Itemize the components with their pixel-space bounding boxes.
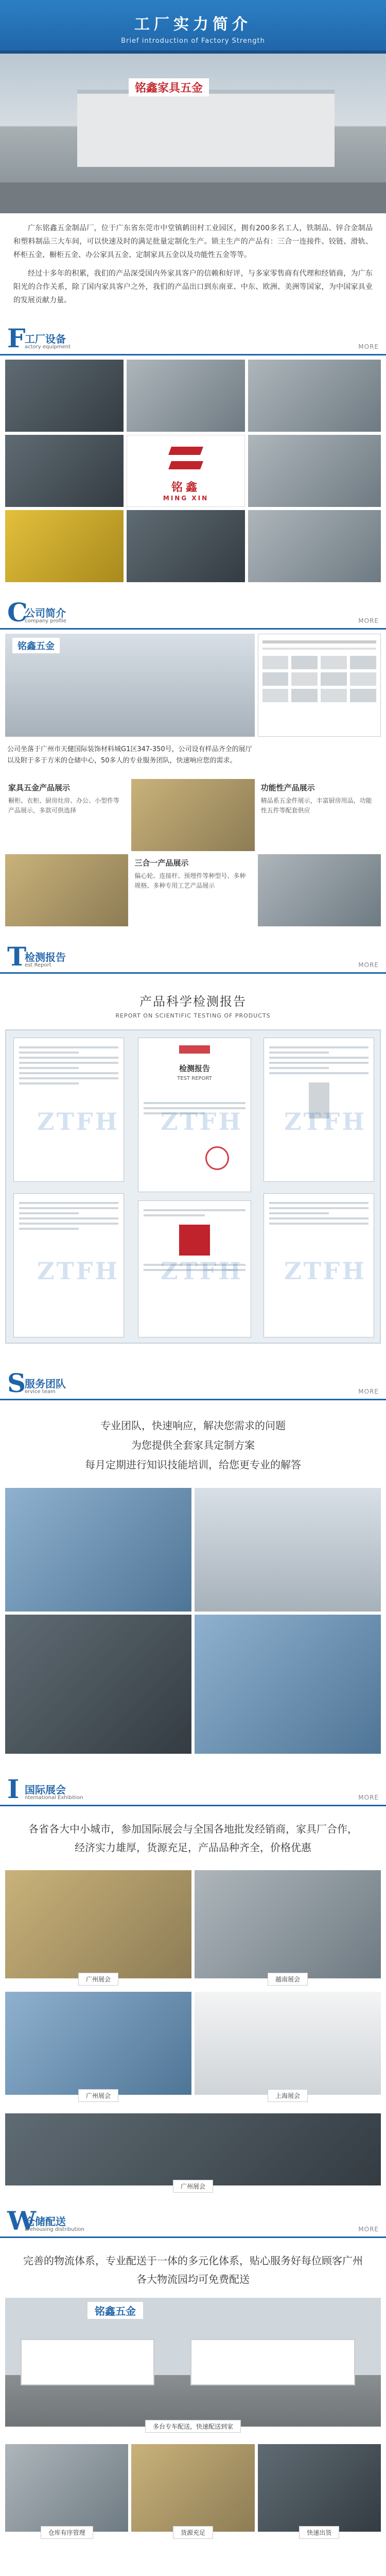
company-grid [0, 630, 386, 775]
photo-caption: 快速出货 [299, 2526, 339, 2539]
section-header-service [0, 1367, 386, 1400]
section-title: 国际展会 [25, 1784, 66, 1796]
service-line: 每月定期进行知识技能培训，给您更专业的解答 [85, 1459, 301, 1471]
certificate-document [258, 634, 381, 737]
expo-photo [195, 1992, 381, 2099]
photo-caption: 广州展会 [78, 2089, 118, 2102]
intro-paragraph-1: 广东铭鑫五金制品厂，位于广东省东莞市中堂镇鹤田村工业园区，拥有200多名工人，铁制品、锌合金制品和塑料制品三大车间，可以快速及时的满足批量定制化生产。锁主生产的产品有：三合一连接件、铰链、滑轨、杯柜五金、橱柜五金、办公家具五金、定制家具五金以及功能性五金等等。 [13, 224, 373, 259]
showcase-card-text: 橱柜、衣柜、厨房灶房、办公、小型件等产品展示，多款可供选择 [8, 797, 120, 814]
delivery-trucks-photo [5, 2298, 381, 2430]
staff-photo [5, 1615, 191, 1754]
showcase-grid [0, 775, 386, 930]
photo-caption: 多台专车配送，快速配送到家 [145, 2420, 241, 2433]
showcase-card-title: 三合一产品展示 [134, 858, 189, 868]
watermark: ZTFH [284, 1257, 366, 1285]
watermark: ZTFH [161, 1108, 243, 1136]
showcase-card-title: 家具五金产品展示 [8, 783, 71, 792]
report-heading: 产品科学检测报告 [139, 994, 247, 1009]
equipment-photo [5, 510, 124, 582]
section-title: 公司简介 [25, 607, 66, 619]
section-subtitle: company profile [25, 618, 66, 624]
photo-caption: 上海展会 [268, 2089, 308, 2102]
equipment-photo [127, 510, 245, 582]
showcase-card-text: 偏心轮、连接杆、预埋件等种型号、多种规格、多种专用工艺产品展示 [134, 872, 246, 889]
section-letter: C [7, 597, 28, 628]
warehouse-photo [258, 2444, 381, 2536]
brand-logo-name: 铭鑫 [171, 481, 200, 494]
equipment-photo [248, 510, 381, 582]
company-profile-text: 公司坐落于广州市天健国际装饰材料城G1区347-350号，公司设有样品齐全的展厅以及附于多于方米的仓储中心，50多人的专业服务团队，快速响应您的需求。 [7, 745, 252, 765]
section-header-expo [0, 1773, 386, 1806]
brand-logo-tile [127, 435, 245, 507]
service-description [0, 1400, 386, 1484]
section-header-testing [0, 941, 386, 974]
factory-building-photo [0, 54, 386, 213]
expo-description: 各省各大中小城市，参加国际展会与全国各地批发经销商，家具厂合作，经济实力雄厚，货源充足，产品品种齐全，价格优惠 [28, 1823, 358, 1854]
showcase-card-text: 精品系五金件展示，丰富厨房用品，功能性五件等配套供应 [260, 797, 372, 814]
watermark: ZTFH [37, 1257, 119, 1285]
section-letter: S [7, 1368, 26, 1398]
more-link[interactable]: MORE [358, 961, 379, 969]
factory-sign: 铭鑫家具五金 [129, 78, 209, 96]
equipment-photo [248, 435, 381, 507]
expo-photo [5, 2113, 381, 2190]
section-letter: F [7, 323, 26, 353]
section-title: 检测报告 [25, 951, 66, 963]
more-link[interactable]: MORE [358, 2226, 379, 2233]
page-subtitle: Brief introduction of Factory Strength [121, 37, 265, 45]
showcase-card-title: 功能性产品展示 [260, 783, 315, 792]
warehouse-photo [131, 2444, 254, 2536]
expo-photo [195, 1870, 381, 1983]
section-header-company [0, 597, 386, 630]
brand-logo-icon [168, 440, 204, 477]
expo-photo-wide [0, 2109, 386, 2190]
section-letter: T [7, 941, 27, 972]
service-line: 为您提供全套家具定制方案 [131, 1439, 255, 1451]
section-subtitle: ervice team [25, 1389, 56, 1395]
report-doc-title: 检测报告 [179, 1064, 210, 1073]
more-link[interactable]: MORE [358, 343, 379, 350]
service-photo-grid [0, 1484, 386, 1758]
section-header-factory [0, 323, 386, 355]
equipment-grid [0, 355, 386, 586]
truck-sign: 铭鑫五金 [87, 2302, 143, 2319]
expo-photo-grid [0, 1866, 386, 2099]
expo-photo [5, 1992, 191, 2099]
team-photo [195, 1615, 381, 1754]
team-photo [5, 1488, 191, 1612]
section-title: 工厂设备 [25, 333, 66, 345]
photo-caption: 广州展会 [173, 2180, 213, 2193]
equipment-photo [5, 360, 124, 432]
section-subtitle: est Report [25, 962, 51, 968]
warehouse-photo [5, 2444, 128, 2536]
warehouse-photo-grid [0, 2440, 386, 2536]
stamp-icon [205, 1146, 229, 1170]
report-subheading: REPORT ON SCIENTIFIC TESTING OF PRODUCTS [115, 1012, 271, 1019]
title-banner [0, 0, 386, 54]
equipment-photo [5, 435, 124, 507]
more-link[interactable]: MORE [358, 617, 379, 624]
showcase-card [5, 779, 128, 851]
section-header-warehouse [0, 2205, 386, 2238]
more-link[interactable]: MORE [358, 1388, 379, 1395]
equipment-photo [248, 360, 381, 432]
showroom-photo [5, 634, 255, 737]
expo-photo [5, 1870, 191, 1983]
watermark: ZTFH [161, 1257, 243, 1285]
brand-logo-english: MING XIN [163, 494, 209, 502]
section-subtitle: nternational Exhibition [25, 1795, 83, 1801]
store-sign: 铭鑫五金 [12, 638, 60, 653]
section-subtitle: actory equipment [25, 344, 71, 350]
watermark: ZTFH [284, 1108, 366, 1136]
watermark: ZTFH [37, 1108, 119, 1136]
page-title: 工厂实力简介 [134, 15, 252, 33]
section-title: 仓储配送 [25, 2215, 66, 2228]
office-photo [195, 1488, 381, 1612]
warehouse-description: 完善的物流体系，专业配送于一体的多元化体系，贴心服务好每位顾客广州各大物流园均可免费配送 [23, 2255, 363, 2285]
showcase-card [131, 854, 254, 926]
section-letter: W [7, 2206, 37, 2236]
photo-caption: 越南展会 [268, 1973, 308, 1986]
photo-caption: 广州展会 [78, 1973, 118, 1986]
showroom-photo [258, 854, 381, 926]
section-subtitle: arehousing distribution [25, 2227, 84, 2232]
photo-caption: 货源充足 [173, 2526, 213, 2539]
test-report-gallery [5, 1029, 381, 1344]
more-link[interactable]: MORE [358, 1794, 379, 1801]
showcase-card [258, 779, 381, 851]
showroom-photo [5, 854, 128, 926]
showroom-photo [131, 779, 254, 851]
photo-caption: 仓库有序管理 [41, 2526, 93, 2539]
section-title: 服务团队 [25, 1378, 66, 1390]
service-line: 专业团队，快速响应，解决您需求的问题 [100, 1419, 286, 1432]
intro-paragraph-2: 经过十多年的积累，我们的产品深受国内外家具客户的信赖和好评，与多家零售商有代理和经销商，为广东阳光的合作关系，除了国内家具客户之外，我们的产品出口到东南亚、中东、欧洲、美洲等国家，为中国家具业的发展贡献力量。 [13, 269, 373, 304]
section-letter: I [7, 1774, 20, 1804]
report-doc-title-en: TEST REPORT [177, 1076, 212, 1081]
equipment-photo [127, 360, 245, 432]
